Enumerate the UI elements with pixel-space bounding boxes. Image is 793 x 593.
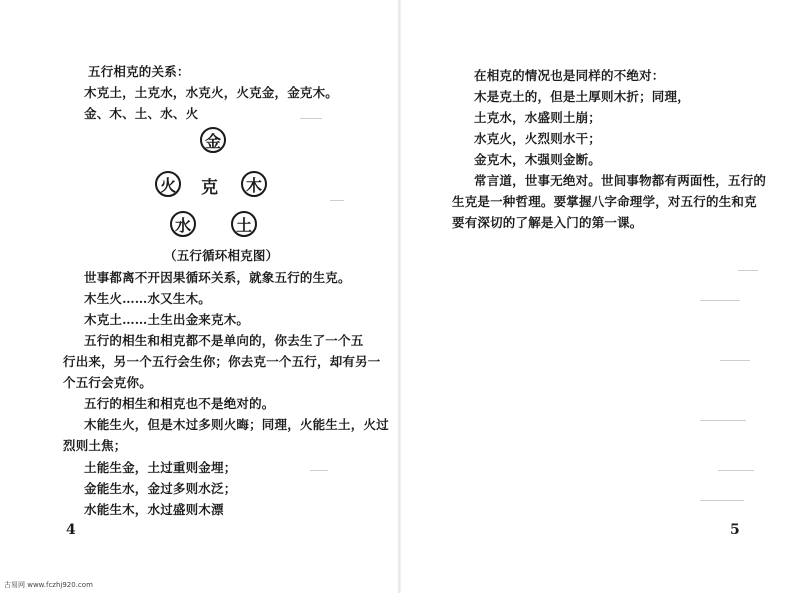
text-line: 金能生水，金过多则水泛； <box>84 481 237 496</box>
text-line: 要有深切的了解是入门的第一课。 <box>452 215 643 230</box>
text-line: 烈则土焦； <box>63 438 127 453</box>
scan-speck <box>330 200 344 201</box>
scan-speck <box>738 270 758 271</box>
text-line: 金、木、土、水、火 <box>84 106 199 121</box>
text-line: 木生火……水又生木。 <box>84 291 212 306</box>
diagram-char-metal: 金 <box>200 127 226 153</box>
diagram-char-wood: 木 <box>241 171 267 197</box>
scan-speck <box>700 300 740 301</box>
scan-speck <box>720 360 750 361</box>
text-line: 常言道，世事无绝对。世间事物都有两面性，五行的 <box>474 173 767 188</box>
text-line: 世事都离不开因果循环关系，就象五行的生克。 <box>84 270 351 285</box>
text-line: 五行相克的关系： <box>88 64 190 79</box>
scan-speck <box>718 470 754 471</box>
text-line: 五行的相生和相克都不是单向的，你去生了一个五 <box>84 333 364 348</box>
text-line: 水克火，火烈则水干； <box>474 131 602 146</box>
text-line: 木是克土的，但是土厚则木折；同理， <box>474 89 690 104</box>
text-line: 生克是一种哲理。要掌握八字命理学，对五行的生和克 <box>452 194 757 209</box>
diagram-char-overcome: 克 <box>201 178 218 198</box>
page-number: 4 <box>66 522 76 538</box>
right-page <box>400 0 793 593</box>
text-line: 行出来，另一个五行会生你；你去克一个五行，却有另一 <box>63 354 381 369</box>
text-line: 木克土……土生出金来克木。 <box>84 312 250 327</box>
text-line: 土能生金，土过重则金埋； <box>84 460 237 475</box>
text-line: 五行的相生和相克也不是绝对的。 <box>84 396 275 411</box>
text-line: 土克水，水盛则土崩； <box>474 110 602 125</box>
diagram-char-water: 水 <box>170 211 196 237</box>
text-line: 在相克的情况也是同样的不绝对： <box>474 68 665 83</box>
watermark-site: 古易网 www.fczhj920.com <box>4 581 93 589</box>
text-line: 木克土，土克水，水克火，火克金，金克木。 <box>84 85 339 100</box>
diagram-caption: （五行循环相克图） <box>164 248 279 263</box>
text-line: 个五行会克你。 <box>63 375 152 390</box>
text-line: 金克木，木强则金断。 <box>474 152 602 167</box>
scan-speck <box>700 500 744 501</box>
page-number: 5 <box>730 522 740 538</box>
diagram-char-earth: 土 <box>231 211 257 237</box>
scan-speck <box>300 118 322 119</box>
diagram-char-fire: 火 <box>155 171 181 197</box>
text-line: 水能生木，水过盛则木漂 <box>84 502 224 517</box>
text-line: 木能生火，但是木过多则火晦；同理，火能生土，火过 <box>84 417 389 432</box>
scan-speck <box>310 470 328 471</box>
scan-speck <box>700 420 746 421</box>
